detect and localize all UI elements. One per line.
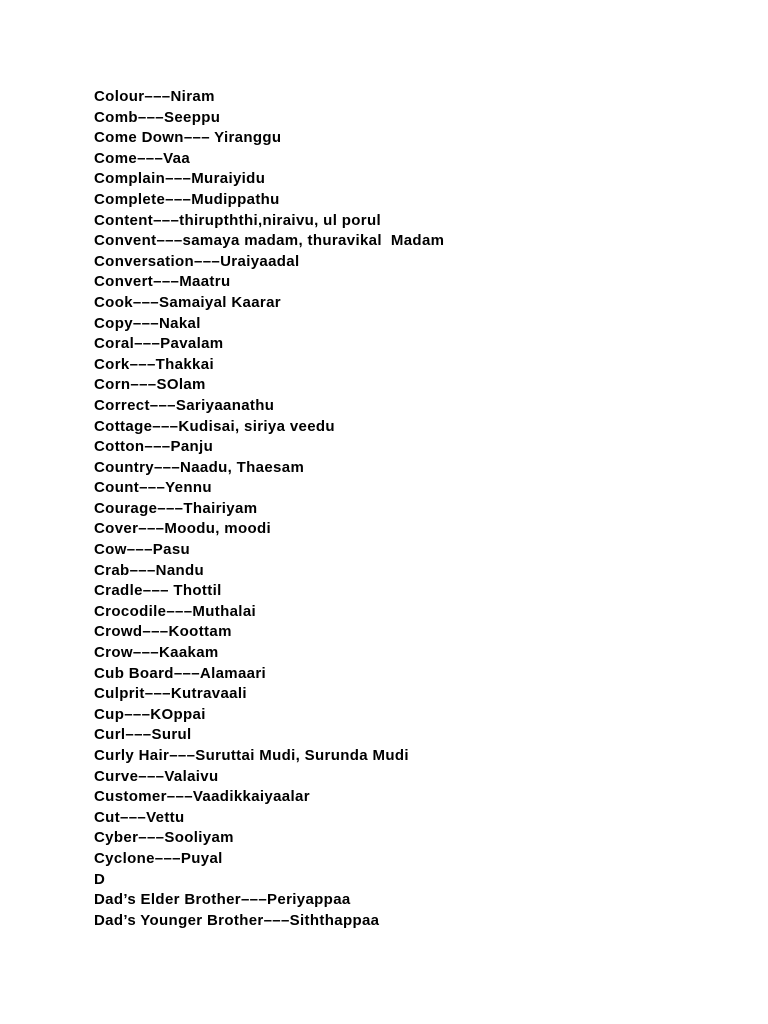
word-entry: Cottage–––Kudisai, siriya veedu (94, 417, 335, 435)
word-entry: Convent–––samaya madam, thuravikal Madam (94, 232, 445, 250)
word-entry: Count–––Yennu (94, 479, 212, 497)
word-entry: Crowd–––Koottam (94, 623, 232, 641)
word-entry: Cub Board–––Alamaari (94, 664, 267, 682)
word-entry: Cover–––Moodu, moodi (94, 520, 272, 538)
word-entry: Cook–––Samaiyal Kaarar (94, 293, 281, 311)
section-letter: D (94, 870, 106, 888)
word-entry: Colour–––Niram (94, 88, 215, 105)
word-entry: Correct–––Sariyaanathu (94, 396, 275, 414)
word-entry: Crocodile–––Muthalai (94, 602, 257, 620)
word-entry: Coral–––Pavalam (94, 335, 224, 353)
word-entry: Cow–––Pasu (94, 541, 191, 559)
word-entry: Cup–––KOppai (94, 705, 206, 723)
word-entry: Corn–––SOlam (94, 376, 206, 394)
word-entry: Complain–––Muraiyidu (94, 170, 266, 188)
word-entry: Content–––thirupththi,niraivu, ul porul (94, 211, 381, 229)
word-entry: Curl–––Surul (94, 726, 192, 744)
word-entry: Cut–––Vettu (94, 808, 185, 826)
word-entry: Convert–––Maatru (94, 273, 231, 291)
word-entry: Curve–––Valaivu (94, 767, 219, 785)
word-entry: Curly Hair–––Suruttai Mudi, Surunda Mudi (94, 747, 409, 764)
word-entry: Come–––Vaa (94, 149, 191, 167)
word-entry: Conversation–––Uraiyaadal (94, 252, 300, 270)
word-entry: Dad’s Younger Brother–––Siththappaa (94, 911, 380, 929)
word-entry: Complete–––Mudippathu (94, 190, 280, 208)
word-entry: Cotton–––Panju (94, 438, 214, 456)
word-entry: Culprit–––Kutravaali (94, 685, 247, 703)
word-entry: Copy–––Nakal (94, 314, 201, 332)
word-entry: Crow–––Kaakam (94, 644, 219, 662)
word-entry: Comb–––Seeppu (94, 108, 221, 126)
word-entry: Cork–––Thakkai (94, 355, 214, 373)
word-entry: Dad’s Elder Brother–––Periyappaa (94, 891, 351, 909)
word-entry: Country–––Naadu, Thaesam (94, 458, 305, 476)
word-entry: Cyber–––Sooliyam (94, 829, 234, 847)
word-entry: Cyclone–––Puyal (94, 849, 223, 867)
word-entry: Cradle––– Thottil (94, 582, 222, 600)
word-entry: Customer–––Vaadikkaiyaalar (94, 788, 310, 806)
word-list (94, 87, 444, 931)
word-entry: Crab–––Nandu (94, 561, 205, 579)
word-entry: Come Down––– Yiranggu (94, 129, 282, 147)
word-entry: Courage–––Thairiyam (94, 499, 258, 517)
